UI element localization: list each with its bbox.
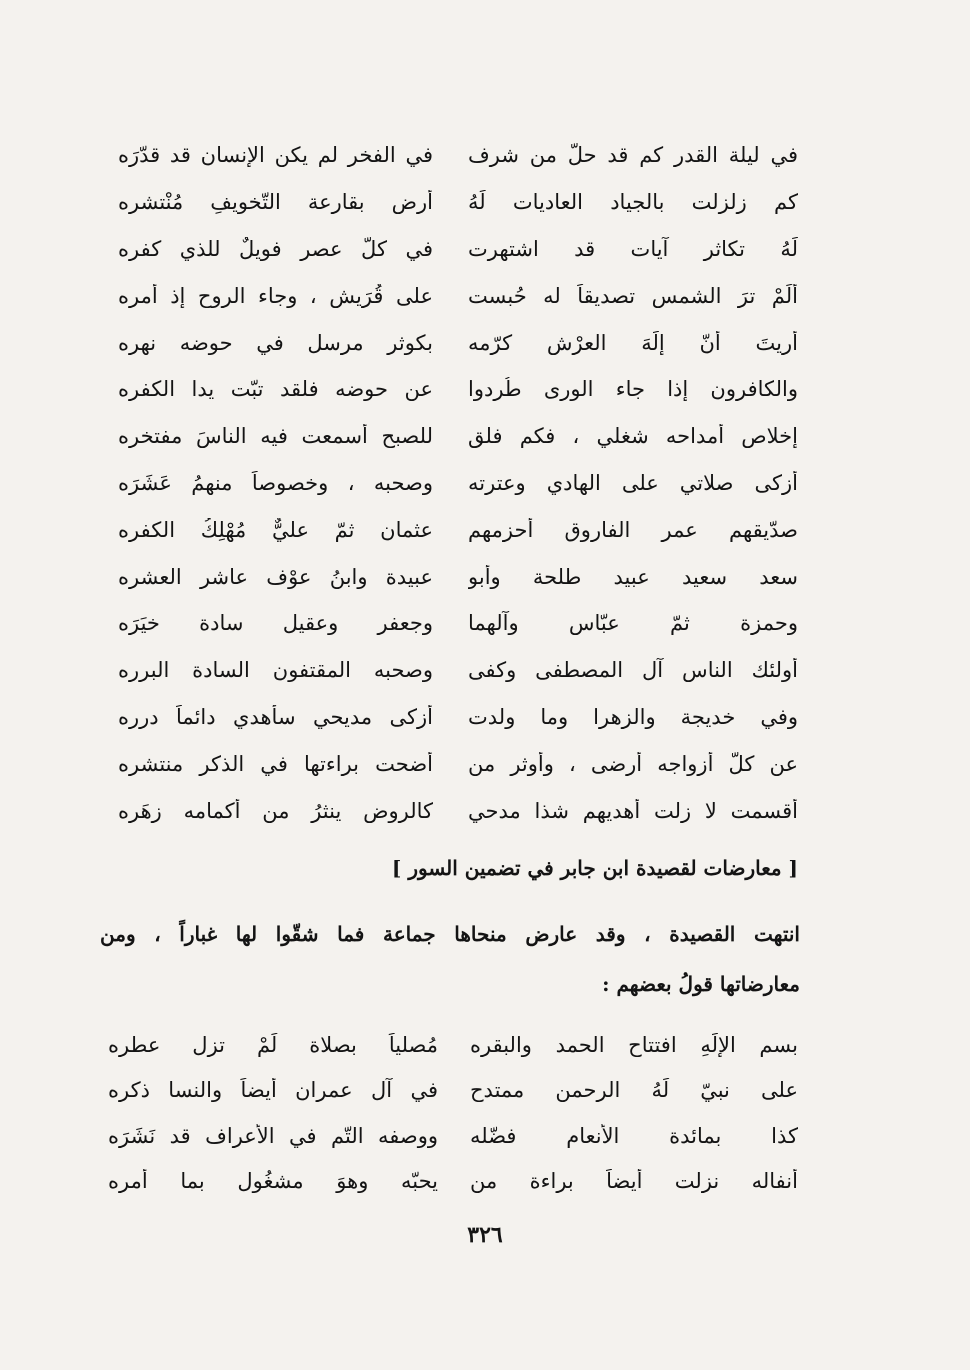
- verse-hemistich-right: سعد سعيد عبيد طلحة وأبو: [468, 564, 798, 589]
- verse-line: [118, 179, 798, 226]
- verse-hemistich-right: صدّيقهم عمر الفاروق أحزمهم: [468, 517, 798, 542]
- verse-line: [118, 366, 798, 413]
- verse-hemistich-right: عن كلّ أزواجه أرضى ، وأوثر من: [468, 751, 798, 776]
- verse-line: [108, 1159, 798, 1205]
- verse-line: [118, 740, 798, 787]
- verse-line: [118, 226, 798, 273]
- verse-hemistich-left: يحبّه وهوَ مشغُول بما أمره: [108, 1169, 438, 1194]
- verse-hemistich-right: أولئك الناس آل المصطفى وكفى: [468, 658, 798, 683]
- verse-hemistich-left: ووصفه التّم في الأعراف قد نَشَرَه: [108, 1123, 438, 1148]
- verse-line: [118, 694, 798, 741]
- verse-hemistich-left: بكوثر مرسل في حوضه نهره: [118, 330, 433, 355]
- verse-line: [118, 460, 798, 507]
- verse-hemistich-left: عثمان ثمّ عليٌّ مُهْلِكُ الكفره: [118, 517, 433, 542]
- verse-hemistich-left: في آل عمران أيضاً والنسا ذكره: [108, 1078, 438, 1103]
- verse-line: [108, 1113, 798, 1159]
- verse-line: [118, 272, 798, 319]
- verse-hemistich-right: أزكى صلاتي على الهادي وعترته: [468, 470, 798, 495]
- verse-hemistich-left: للصبح أسمعت فيه الناسَ مفتخره: [118, 424, 433, 449]
- verse-hemistich-right: والكافرون إذا جاء الورى طُردوا: [468, 377, 798, 402]
- verse-hemistich-right: وفي خديجة والزهرا وما ولدت: [468, 704, 798, 729]
- verse-line: [108, 1022, 798, 1068]
- verse-hemistich-left: على قُرَيش ، وجاء الروح إذ أمره: [118, 283, 433, 308]
- verse-line: [118, 413, 798, 460]
- verse-hemistich-right: في ليلة القدر كم قد حلّ من شرف: [468, 143, 798, 168]
- verse-hemistich-left: وجعفر وعقيل سادة خيَرَه: [118, 611, 433, 636]
- verse-hemistich-left: وصحبه المقتفون السادة البرره: [118, 658, 433, 683]
- verse-line: [118, 319, 798, 366]
- prose-paragraph: [100, 914, 800, 1014]
- verse-line: [108, 1068, 798, 1114]
- verse-line: [118, 553, 798, 600]
- verse-hemistich-right: بسمِ الإلَهِ افتتاح الحمد والبقره: [470, 1032, 798, 1057]
- verse-hemistich-left: عن حوضه فلقد تبّت يدا الكفره: [118, 377, 433, 402]
- verse-line: [118, 647, 798, 694]
- verse-hemistich-right: إخلاص أمداحه شغلي ، فكم فلق: [468, 424, 798, 449]
- verse-hemistich-left: وصحبه ، وخصوصاً منهمُ عَشَرَه: [118, 470, 433, 495]
- verse-line: [118, 132, 798, 179]
- verse-hemistich-left: أضحت براءتها في الذكر منتشره: [118, 751, 433, 776]
- poem-bottom: [108, 1022, 798, 1204]
- verse-hemistich-right: كم زلزلت بالجياد العاديات لَهُ: [468, 190, 798, 215]
- verse-hemistich-right: أنفاله نزلت أيضاً براءة من: [470, 1169, 798, 1194]
- verse-hemistich-right: ألَمْ ترَ الشمس تصديقاً له حُبست: [468, 283, 798, 308]
- verse-line: [118, 600, 798, 647]
- verse-hemistich-left: كالروض ينثرُ من أكمامه زهَره: [118, 798, 433, 823]
- verse-hemistich-right: وحمزة ثمّ عبّاس وآلهما: [468, 611, 798, 636]
- verse-hemistich-right: أريتَ أنّ إلَهَ العرْش كرّمه: [468, 330, 798, 355]
- verse-hemistich-left: في كلّ عصر فويلٌ للذي كفره: [118, 236, 433, 261]
- prose-line: انتهت القصيدة ، وقد عارض منحاها جماعة فما شقّوا لها غباراً ، ومن: [100, 922, 800, 946]
- verse-hemistich-left: مُصلياً بصلاة لَمْ تزل عطره: [108, 1032, 438, 1057]
- verse-hemistich-left: في الفخر لم يكن الإنسان قد قدّرَه: [118, 143, 433, 168]
- verse-hemistich-right: لَهُ تكاثر آيات قد اشتهرت: [468, 236, 798, 261]
- verse-line: [118, 506, 798, 553]
- page-number: ٣٢٦: [467, 1222, 503, 1248]
- verse-hemistich-right: على نبيّ لَهُ الرحمن ممتدح: [470, 1078, 798, 1103]
- verse-line: [118, 787, 798, 834]
- verse-hemistich-left: أرض بقارعة التّخويفِ مُنْتشره: [118, 190, 433, 215]
- verse-hemistich-left: أزكى مديحي سأهدي دائماً درره: [118, 704, 433, 729]
- section-heading: [ معارضات لقصيدة ابن جابر في تضمين السور ]: [391, 856, 798, 880]
- verse-hemistich-right: كذا بمائدة الأنعام فضّله: [470, 1123, 798, 1148]
- verse-hemistich-left: عبيدة وابنُ عوْف عاشر العشره: [118, 564, 433, 589]
- verse-hemistich-right: أقسمت لا زلت أهديهم شذا مدحي: [468, 798, 798, 823]
- poem-top: [118, 132, 798, 834]
- prose-line: معارضاتها قولُ بعضهم :: [602, 972, 800, 996]
